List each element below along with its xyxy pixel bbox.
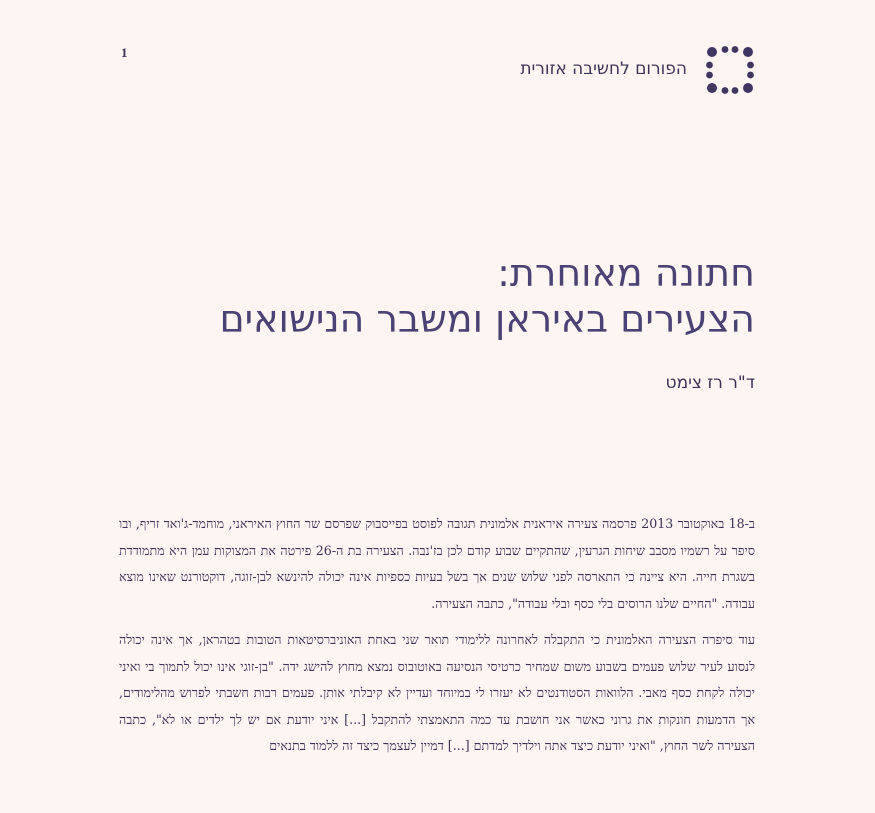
article-body — [119, 511, 755, 770]
body-paragraph: ב-18 באוקטובר 2013 פרסמה צעירה איראנית אלמונית תגובה לפוסט בפייסבוק שפרסם שר החוץ האיראני, מוחמד-ג'ואד זריף, ובו סיפר על רשמיו מסבב שיחות הגרעין, שהתקיים שבוע קודם לכן בז'נבה. הצעירה בת ה-26 פירטה את המצוקות עמן היא מתמודדת בשגרת חייה. היא ציינה כי התארסה לפני שלוש שנים אך בשל בעיות כספיות אינה יכולה להינשא לבן-זוגה, דוקטורנט שאינו מוצא עבודה. "החיים שלנו הרוסים בלי כסף ובלי עבודה", כתבה הצעירה. — [119, 516, 755, 611]
dotted-frame-logo-icon — [705, 45, 755, 95]
article-title — [115, 250, 755, 342]
organization-name: הפורום לחשיבה אזורית — [520, 59, 687, 79]
body-paragraph: עוד סיפרה הצעירה האלמונית כי התקבלה לאחרונה ללימודי תואר שני באחת האוניברסיטאות הטובות בטהראן, אך אינה יכולה לנסוע לעיר שלוש פעמים בשבוע משום שמחיר כרטיסי הנסיעה באוטובוס נמצא מחוץ להישג ידה. "בן-זוגי אינו יכול לתמוך בי ואיני יכולה לקחת כסף מאבי. הלוואות הסטודנטים לא יעזרו לי במיוחד ועדיין לא קיבלתי אותן. פעמים רבות חשבתי לפרוש מהלימודים, אך הדמעות חונקות את גרוני כאשר אני חושבת עד כמה התאמצתי להתקבל [...] איני יודעת אם יש לך ילדים או לא", כתבה הצעירה לשר החוץ, "ואיני יודעת כיצד אתה וילדיך למדתם [...] דמיין לעצמך כיצד זה ללמוד בתנאים — [119, 632, 755, 753]
page-number: 1 — [121, 45, 128, 60]
article-author: ד"ר רז צימט — [665, 373, 755, 393]
article-title-line-1: חתונה מאוחרת: — [497, 251, 755, 295]
article-title-line-2: הצעירים באיראן ומשבר הנישואים — [219, 297, 755, 341]
